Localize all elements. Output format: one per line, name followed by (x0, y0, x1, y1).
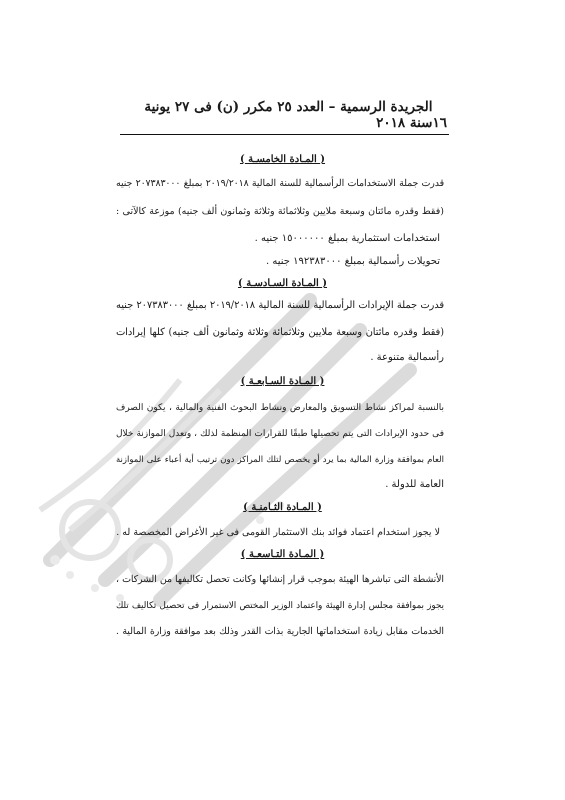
article8-line1: لا يجوز استخدام اعتماد فوائد بنك الاستثمار القومى فى غير الأغراض المخصصة له . (116, 527, 440, 538)
article6-line3: رأسمالية متنوعة . (370, 352, 444, 363)
article7-line4: العامة للدولة . (385, 479, 444, 490)
article9-heading: ( المـادة التـاسعـة ) (240, 549, 325, 560)
article5-line2: (فقط وقدره مائتان وسبعة ملايين وثلاثمائة وثلاثة وثمانون ألف جنيه) موزعة كالآتى : (116, 206, 444, 217)
article7-line2: فى حدود الإيرادات التى يتم تحصيلها طبقًا للقرارات المنظمة لذلك ، وتعدل الموازنة خلال (116, 429, 444, 439)
gazette-title: الجريدة الرسمية – العدد ٢٥ مكرر (ن) فى ٢٧ يونية سنة ٢٠١٨ (144, 99, 433, 131)
article5-line1: قدرت جملة الاستخدامات الرأسمالية للسنة المالية ٢٠١٩/٢٠١٨ بمبلغ ٢٠٧٣٨٣٠٠٠ جنيه (116, 178, 444, 189)
article7-line1: بالنسبة لمراكز نشاط التسويق والمعارض ونشاط البحوث الفنية والمالية ، يكون الصرف (116, 403, 444, 413)
article9-line2: يجوز بموافقة مجلس إدارة الهيئة واعتماد الوزير المختص الاستمرار فى تحصيل تكاليف تلك (116, 601, 444, 611)
article7-line3: العام بموافقة وزارة المالية بما يرد أو يخصص لتلك المراكز دون ترتيب أية أعباء على الموازنة (116, 455, 444, 465)
article6-line2: (فقط وقدره مائتان وسبعة ملايين وثلاثمائة وثلاثة وثمانون ألف جنيه) كلها إيرادات (116, 327, 444, 338)
article5-heading: ( المـادة الخامسـة ) (239, 154, 326, 165)
page-header (120, 99, 447, 131)
article6-heading: ( المـادة السـادسـة ) (237, 278, 328, 289)
header-rule (120, 134, 449, 135)
article8-heading: ( المـادة الثـامنـة ) (243, 502, 322, 513)
article9-line3: الخدمات مقابل زيادة استخداماتها الجارية بذات القدر وذلك بعد موافقة وزارة المالية . (116, 626, 444, 637)
page-number: ١٦ (432, 115, 447, 131)
article7-heading: ( المـادة السـابعـة ) (240, 376, 325, 387)
article9-line1: الأنشطة التى تباشرها الهيئة بموجب قرار إنشائها وكانت تحصل تكاليفها من الشركات ، (116, 574, 444, 585)
article6-line1: قدرت جملة الإيرادات الرأسمالية للسنة المالية ٢٠١٩/٢٠١٨ بمبلغ ٢٠٧٣٨٣٠٠٠ جنيه (116, 300, 444, 311)
article5-line4: تحويلات رأسمالية بمبلغ ١٩٢٣٨٣٠٠٠ جنيه . (265, 256, 440, 267)
article5-line3: استخدامات استثمارية بمبلغ ١٥٠٠٠٠٠٠ جنيه . (254, 233, 440, 244)
